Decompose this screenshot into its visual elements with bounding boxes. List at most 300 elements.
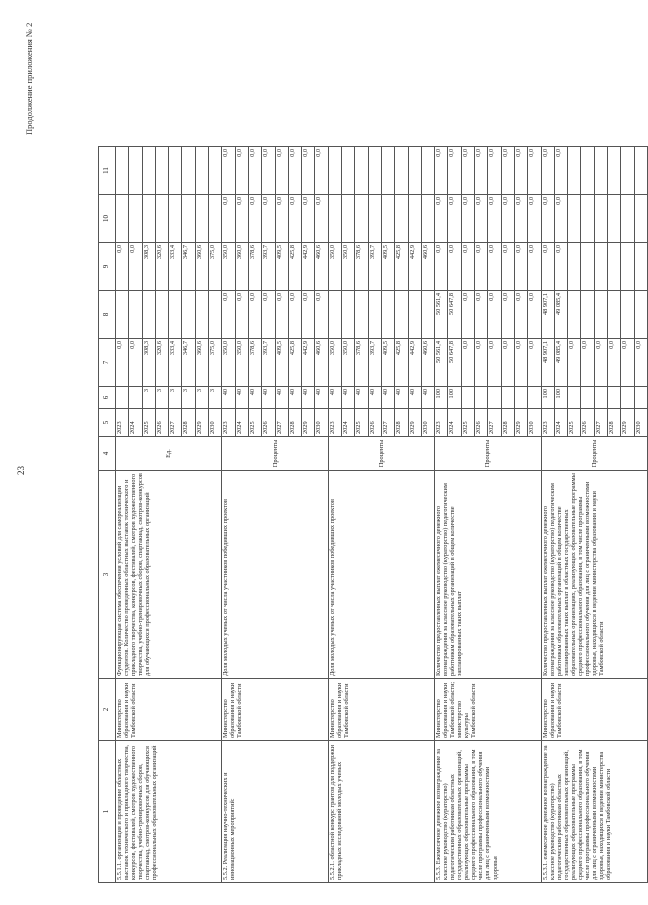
unit-of-measure: Проценты [435,437,541,471]
activity-name: 5.5.1.1. организация и проведение областных выставок технического и прикладного творчества, конкурсов, фестивалей, смотров художественного творчества, учебно-тренировочных сборов, спартакиад, смотров-конкурсов для обучающихся профессиональных образовательных организаций [116,741,222,883]
value-cell [328,147,341,195]
value-cell: 0,0 [461,195,474,243]
value-cell: 50 647,8 [448,339,461,387]
value-cell: 0,0 [554,195,567,243]
value-cell: 40 [315,387,328,409]
value-cell [381,195,394,243]
value-cell: 0,0 [302,147,315,195]
value-cell: 425,8 [395,339,408,387]
value-cell [129,387,142,409]
value-cell: 0,0 [501,195,514,243]
value-cell [169,195,182,243]
value-cell: 0,0 [288,291,301,339]
value-cell [116,195,129,243]
value-cell: 0,0 [461,339,474,387]
value-cell: 0,0 [634,339,647,387]
value-cell: 360,6 [195,339,208,387]
value-cell: 0,0 [514,195,527,243]
unit-of-measure: Ед. [116,437,222,471]
value-cell: 460,6 [421,339,434,387]
year-cell: 2027 [169,409,182,437]
year-cell: 2028 [395,409,408,437]
value-cell [568,387,581,409]
value-cell: 360,6 [195,243,208,291]
unit-of-measure: Проценты [541,437,647,471]
value-cell: 0,0 [581,339,594,387]
year-cell: 2029 [302,409,315,437]
value-cell [195,291,208,339]
year-cell: 2023 [222,409,235,437]
value-cell: 0,0 [129,243,142,291]
table-row [541,147,554,883]
value-cell: 0,0 [475,195,488,243]
value-cell: 0,0 [475,339,488,387]
value-cell [594,291,607,339]
year-cell: 2026 [262,409,275,437]
value-cell: 0,0 [235,291,248,339]
responsible-executor: Министерство образования и науки Тамбовской области [116,679,222,741]
value-cell: 346,7 [182,339,195,387]
value-cell [209,147,222,195]
value-cell [634,243,647,291]
value-cell: 350,0 [342,339,355,387]
value-cell: 0,0 [275,147,288,195]
value-cell: 409,5 [275,243,288,291]
value-cell: 0,0 [528,291,541,339]
value-cell: 350,0 [222,339,235,387]
value-cell [475,387,488,409]
value-cell: 0,0 [222,147,235,195]
column-header-year: 5 [99,409,116,437]
value-cell: 425,8 [395,243,408,291]
value-cell: 0,0 [488,243,501,291]
value-cell [581,147,594,195]
value-cell: 378,6 [355,243,368,291]
value-cell: 0,0 [568,339,581,387]
value-cell [488,387,501,409]
value-cell [607,147,620,195]
column-header: 2 [99,679,116,741]
value-cell: 0,0 [435,243,448,291]
value-cell: 0,0 [222,195,235,243]
value-cell: 393,7 [368,243,381,291]
column-header: 10 [99,195,116,243]
year-cell: 2028 [607,409,620,437]
value-cell [169,291,182,339]
program-table [98,146,648,883]
column-header: 8 [99,291,116,339]
value-cell: 0,0 [461,243,474,291]
year-cell: 2027 [381,409,394,437]
value-cell: 393,7 [368,339,381,387]
value-cell: 0,0 [116,339,129,387]
value-cell: 3 [195,387,208,409]
value-cell: 0,0 [262,147,275,195]
value-cell [568,291,581,339]
value-cell [368,291,381,339]
responsible-executor: Министерство образования и науки Тамбовской области [328,679,434,741]
value-cell: 0,0 [501,243,514,291]
value-cell: 0,0 [262,195,275,243]
value-cell: 0,0 [528,147,541,195]
value-cell: 442,9 [408,243,421,291]
value-cell: 0,0 [435,195,448,243]
value-cell: 0,0 [554,243,567,291]
value-cell: 0,0 [222,291,235,339]
value-cell: 3 [209,387,222,409]
year-cell: 2030 [315,409,328,437]
value-cell: 442,9 [408,339,421,387]
indicator-description: Количество предоставленных выплат ежемесячного денежного вознаграждения за классное руководство (кураторство) педагогическим работникам образовательных организаций в общем количестве запланированных таких выплат в областных государственных образовательных организациях, реализующих образовательные программы среднего профессионального образования, в том числе программы профессионального обучения для лиц с ограниченными возможностями здоровья, находящихся в ведении министерства образования и науки Тамбовской области [541,471,647,679]
column-header: 6 [99,387,116,409]
value-cell: 425,8 [288,339,301,387]
year-cell: 2024 [554,409,567,437]
value-cell [155,291,168,339]
indicator-description: Количество предоставленных выплат ежемесячного денежного вознаграждения за классное руководство (кураторство) педагогическим работникам образовательных организаций в общем количестве запланированных таких выплат [435,471,541,679]
value-cell: 0,0 [475,243,488,291]
value-cell [155,147,168,195]
value-cell: 0,0 [448,147,461,195]
column-header: 7 [99,339,116,387]
value-cell: 378,6 [355,339,368,387]
value-cell: 40 [222,387,235,409]
value-cell: 50 561,4 [435,339,448,387]
value-cell: 40 [342,387,355,409]
value-cell: 360,0 [235,243,248,291]
value-cell: 350,0 [328,339,341,387]
value-cell [328,291,341,339]
value-cell [408,291,421,339]
value-cell [116,147,129,195]
value-cell [634,291,647,339]
year-cell: 2026 [581,409,594,437]
value-cell [342,291,355,339]
value-cell [514,387,527,409]
value-cell: 378,6 [248,339,261,387]
year-cell: 2025 [461,409,474,437]
value-cell: 100 [541,387,554,409]
value-cell [621,387,634,409]
value-cell [182,195,195,243]
value-cell: 0,0 [501,147,514,195]
value-cell: 0,0 [475,147,488,195]
value-cell: 0,0 [235,147,248,195]
value-cell [129,195,142,243]
year-cell: 2029 [408,409,421,437]
value-cell [461,387,474,409]
value-cell: 0,0 [435,147,448,195]
value-cell: 460,6 [421,243,434,291]
value-cell [634,147,647,195]
year-cell: 2025 [355,409,368,437]
value-cell [621,243,634,291]
table-body [99,147,648,883]
value-cell: 100 [448,387,461,409]
year-cell: 2026 [368,409,381,437]
value-cell [594,243,607,291]
value-cell: 0,0 [501,339,514,387]
value-cell: 460,6 [315,339,328,387]
value-cell: 375,0 [209,339,222,387]
value-cell [368,195,381,243]
value-cell [355,291,368,339]
column-header: 11 [99,147,116,195]
year-cell: 2023 [541,409,554,437]
value-cell [581,195,594,243]
value-cell: 40 [302,387,315,409]
value-cell [116,387,129,409]
value-cell: 0,0 [315,147,328,195]
value-cell: 333,4 [169,339,182,387]
appendix-continuation-label: Продолжение приложения № 2 [24,22,34,135]
value-cell: 0,0 [488,339,501,387]
value-cell: 40 [328,387,341,409]
value-cell: 0,0 [621,339,634,387]
activity-name: 5.5.2. Реализация научно-технических и инновационных мероприятий: [222,741,328,883]
value-cell: 0,0 [501,291,514,339]
value-cell: 378,6 [248,243,261,291]
value-cell: 460,6 [315,243,328,291]
value-cell: 40 [368,387,381,409]
value-cell [528,387,541,409]
value-cell [355,195,368,243]
value-cell: 100 [554,387,567,409]
value-cell [581,243,594,291]
value-cell [368,147,381,195]
value-cell [621,195,634,243]
value-cell: 350,0 [222,243,235,291]
year-cell: 2030 [528,409,541,437]
value-cell: 0,0 [288,195,301,243]
value-cell: 0,0 [541,195,554,243]
column-header: 4 [99,437,116,471]
value-cell: 0,0 [488,195,501,243]
value-cell: 0,0 [514,243,527,291]
value-cell: 0,0 [248,147,261,195]
value-cell: 350,0 [328,243,341,291]
value-cell: 0,0 [116,243,129,291]
value-cell: 0,0 [275,291,288,339]
value-cell: 320,6 [155,243,168,291]
year-cell: 2024 [342,409,355,437]
value-cell: 0,0 [288,147,301,195]
value-cell: 425,8 [288,243,301,291]
value-cell: 0,0 [528,339,541,387]
value-cell [581,387,594,409]
year-cell: 2028 [501,409,514,437]
value-cell: 0,0 [448,243,461,291]
year-cell: 2029 [195,409,208,437]
column-number-row [99,147,116,883]
value-cell: 48 907,1 [541,339,554,387]
value-cell: 40 [381,387,394,409]
value-cell [607,195,620,243]
value-cell: 409,5 [381,243,394,291]
year-cell: 2027 [594,409,607,437]
value-cell: 393,7 [262,243,275,291]
value-cell [182,291,195,339]
value-cell: 0,0 [461,147,474,195]
activity-name: 5.5.3. Ежемесячное денежное вознаграждение за классное руководство (кураторство) педагогическим работникам областных государственных образовательных организаций, реализующих образовательные программы среднего профессионального образования, в том числе программы профессионального обучения для лиц с ограниченными возможностями здоровья [435,741,541,883]
value-cell: 0,0 [488,147,501,195]
value-cell [116,291,129,339]
value-cell: 442,9 [302,243,315,291]
value-cell [142,195,155,243]
value-cell [568,147,581,195]
unit-of-measure: Проценты [222,437,328,471]
value-cell: 0,0 [302,291,315,339]
value-cell [355,147,368,195]
responsible-executor: Министерство образования и науки Тамбовской области [222,679,328,741]
year-cell: 2025 [568,409,581,437]
value-cell: 346,7 [182,243,195,291]
value-cell [607,243,620,291]
value-cell: 40 [395,387,408,409]
table-row [435,147,448,883]
value-cell [621,147,634,195]
value-cell: 320,6 [155,339,168,387]
value-cell [568,243,581,291]
value-cell: 350,0 [235,339,248,387]
value-cell: 50 647,8 [448,291,461,339]
value-cell: 0,0 [235,195,248,243]
value-cell: 40 [288,387,301,409]
value-cell [408,195,421,243]
year-cell: 2023 [116,409,129,437]
responsible-executor: Министерство образования и науки Тамбовской области [541,679,647,741]
year-cell: 2029 [514,409,527,437]
value-cell: 48 907,1 [541,291,554,339]
value-cell [195,147,208,195]
value-cell [594,195,607,243]
activity-name: 5.5.2.1. областной конкурс грантов для поддержки прикладных исследований молодых ученых [328,741,434,883]
value-cell [408,147,421,195]
value-cell: 393,7 [262,339,275,387]
year-cell: 2026 [155,409,168,437]
value-cell: 0,0 [554,147,567,195]
value-cell [155,195,168,243]
value-cell: 0,0 [514,339,527,387]
value-cell [209,195,222,243]
value-cell [581,291,594,339]
value-cell: 0,0 [475,291,488,339]
value-cell [381,147,394,195]
year-cell: 2024 [448,409,461,437]
value-cell [129,147,142,195]
value-cell: 40 [421,387,434,409]
value-cell [607,291,620,339]
value-cell [182,147,195,195]
value-cell: 0,0 [461,291,474,339]
value-cell: 442,9 [302,339,315,387]
value-cell: 350,0 [342,243,355,291]
value-cell: 3 [142,387,155,409]
value-cell: 0,0 [594,339,607,387]
value-cell: 0,0 [248,291,261,339]
value-cell [142,147,155,195]
value-cell [395,195,408,243]
value-cell: 3 [155,387,168,409]
value-cell [381,291,394,339]
page-number: 23 [16,466,26,475]
year-cell: 2024 [129,409,142,437]
value-cell [395,291,408,339]
column-header: 9 [99,243,116,291]
activity-name: 5.5.3.1. ежемесячное денежное вознаграждение за классное руководство (кураторство) педагогическим работникам областных государственных образовательных организаций, реализующих образовательные программы среднего профессионального образования, в том числе программы профессионального обучения для лиц с ограниченными возможностями здоровья, находящихся в ведении министерства образования и науки Тамбовской области [541,741,647,883]
value-cell [169,147,182,195]
year-cell: 2030 [209,409,222,437]
value-cell [342,147,355,195]
value-cell: 0,0 [315,291,328,339]
value-cell [195,195,208,243]
value-cell [634,387,647,409]
value-cell: 0,0 [275,195,288,243]
value-cell: 40 [235,387,248,409]
value-cell: 50 561,4 [435,291,448,339]
value-cell [421,291,434,339]
value-cell [594,147,607,195]
value-cell [142,291,155,339]
responsible-executor: Министерство образования и науки Тамбовской области; министерство культуры Тамбовской области [435,679,541,741]
value-cell: 0,0 [248,195,261,243]
year-cell: 2030 [634,409,647,437]
value-cell [501,387,514,409]
value-cell [342,195,355,243]
value-cell: 40 [262,387,275,409]
value-cell [328,195,341,243]
value-cell [129,291,142,339]
year-cell: 2027 [488,409,501,437]
value-cell: 308,3 [142,243,155,291]
value-cell: 3 [182,387,195,409]
year-cell: 2028 [288,409,301,437]
indicator-description: Доля молодых ученых от числа участников победивших проектов [222,471,328,679]
table-row [116,147,129,883]
column-header: 3 [99,471,116,679]
year-cell: 2025 [142,409,155,437]
value-cell: 375,0 [209,243,222,291]
year-cell: 2028 [182,409,195,437]
value-cell: 0,0 [315,195,328,243]
value-cell [421,195,434,243]
value-cell: 0,0 [514,147,527,195]
value-cell [634,195,647,243]
year-cell: 2026 [475,409,488,437]
value-cell [568,195,581,243]
value-cell [209,291,222,339]
value-cell: 100 [435,387,448,409]
year-cell: 2023 [328,409,341,437]
value-cell: 0,0 [541,147,554,195]
value-cell: 0,0 [607,339,620,387]
year-cell: 2029 [621,409,634,437]
value-cell [395,147,408,195]
year-cell: 2025 [248,409,261,437]
indicator-description: Доля молодых ученых от числа участников победивших проектов [328,471,434,679]
year-cell: 2024 [235,409,248,437]
table-row [328,147,341,883]
value-cell: 0,0 [488,291,501,339]
value-cell: 333,4 [169,243,182,291]
value-cell: 0,0 [528,243,541,291]
value-cell: 40 [408,387,421,409]
value-cell: 0,0 [514,291,527,339]
unit-of-measure: Проценты [328,437,434,471]
value-cell: 308,3 [142,339,155,387]
value-cell: 0,0 [262,291,275,339]
value-cell: 49 085,4 [554,291,567,339]
year-cell: 2030 [421,409,434,437]
